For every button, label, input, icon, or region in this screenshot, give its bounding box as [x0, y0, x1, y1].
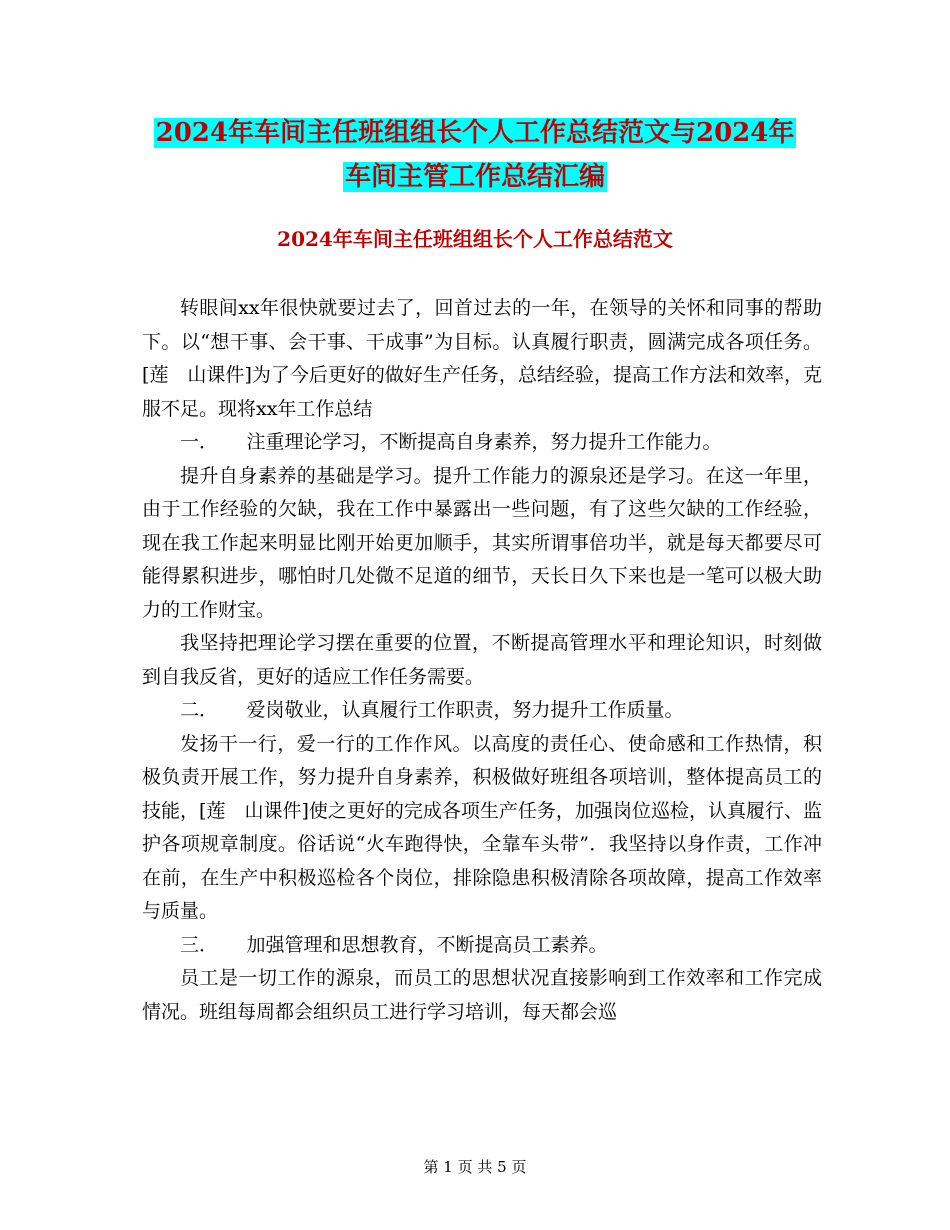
page-footer: 第 1 页 共 5 页 — [423, 1158, 527, 1176]
paragraph: 转眼间xx年很快就要过去了，回首过去的一年，在领导的关怀和同事的帮助下。以“想干事、会干事、干成事”为目标。认真履行职责，圆满完成各项任务。[莲 山课件]为了今后更好的做好生产任务，总结经验，提高工作方法和效率，克服不足。现将xx年工作总结 — [142, 297, 822, 420]
paragraph: 发扬干一行，爱一行的工作作风。以高度的责任心、使命感和工作热情，积极负责开展工作，努力提升自身素养，积极做好班组各项培训，整体提高员工的技能，[莲 山课件]使之更好的完成各项生产任务，加强岗位巡检，认真履行、监护各项规章制度。俗话说“火车跑得快，全靠车头带”．我坚持以身作责，工作冲在前，在生产中积极巡检各个岗位，排除隐患积极清除各项故障，提高工作效率与质量。 — [142, 732, 822, 922]
paragraph: 员工是一切工作的源泉，而员工的思想状况直接影响到工作效率和工作完成情况。班组每周都会组织员工进行学习培训，每天都会巡 — [142, 967, 822, 1023]
section-title: 2024年车间主任班组组长个人工作总结范文 — [277, 227, 673, 251]
paragraph: 我坚持把理论学习摆在重要的位置，不断提高管理水平和理论知识，时刻做到自我反省，更好的适应工作任务需要。 — [142, 632, 822, 688]
document-body — [142, 292, 822, 1029]
document-title-line1: 2024年车间主任班组组长个人工作总结范文与2024年 — [155, 118, 795, 148]
paragraph-heading: 一． 注重理论学习，不断提高自身素养，努力提升工作能力。 — [180, 431, 722, 453]
paragraph: 提升自身素养的基础是学习。提升工作能力的源泉还是学习。在这一年里，由于工作经验的欠缺，我在工作中暴露出一些问题，有了这些欠缺的工作经验，现在我工作起来明显比刚开始更加顺手，其实所谓事倍功半，就是每天都要尽可能得累积进步，哪怕时几处微不足道的细节，天长日久下来也是一笔可以极大助力的工作财宝。 — [142, 464, 822, 621]
paragraph-heading: 三． 加强管理和思想教育，不断提高员工素养。 — [180, 933, 608, 956]
document-title-line2: 车间主管工作总结汇编 — [344, 162, 605, 192]
paragraph-heading: 二． 爱岗敬业，认真履行工作职责，努力提升工作质量。 — [180, 699, 684, 721]
